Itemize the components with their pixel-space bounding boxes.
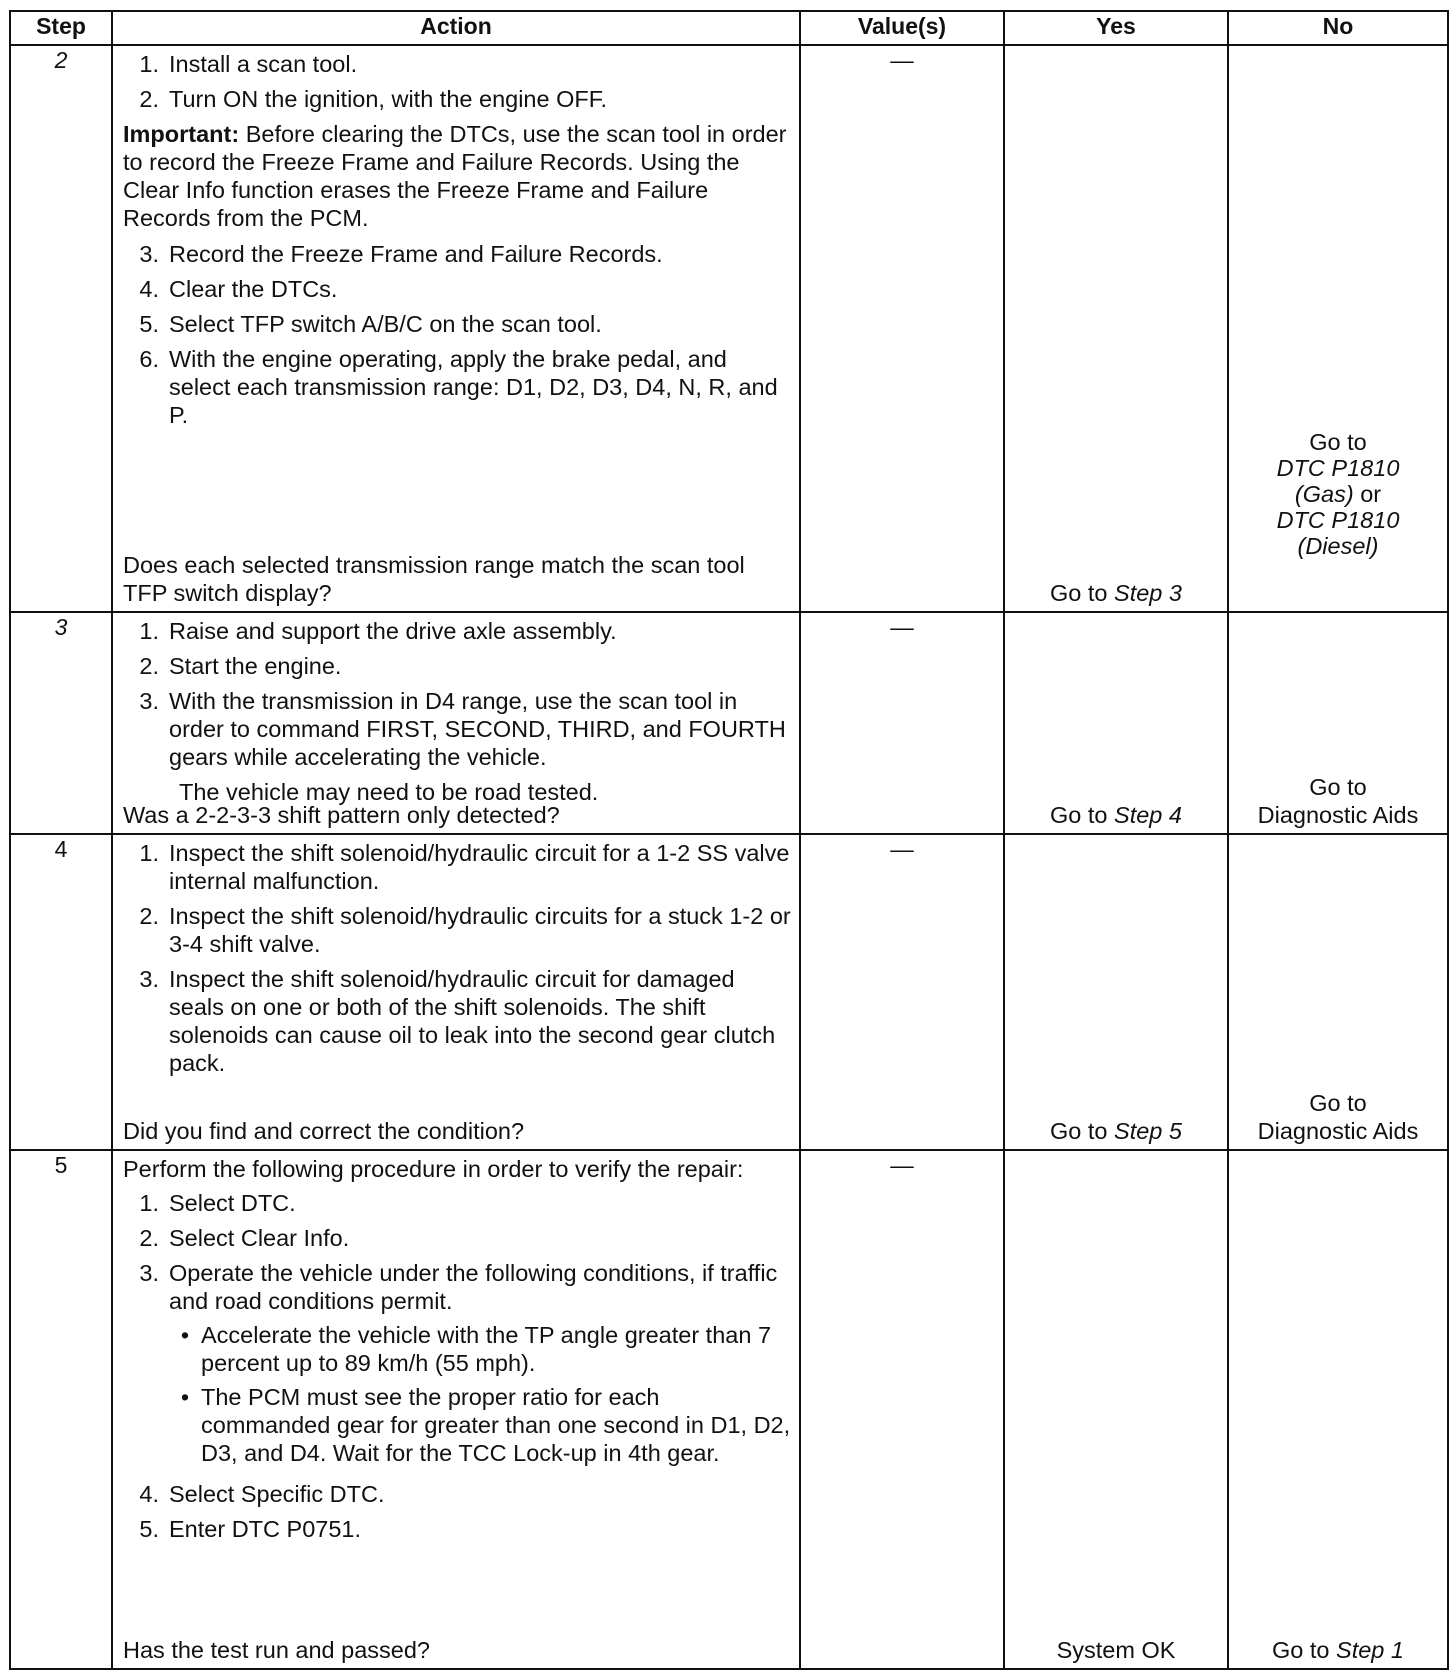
no-dtc-gas-link[interactable]: DTC P1810 (Gas) or [1276, 455, 1400, 507]
action-list [123, 240, 791, 429]
no-goto: Go to [1309, 774, 1367, 800]
action-cell [112, 45, 800, 612]
diagnostic-table [9, 10, 1449, 1670]
yes-system-ok: System OK [1056, 1637, 1176, 1663]
action-note: The vehicle may need to be road tested. [179, 779, 599, 805]
list-item: 1. Install a scan tool. [139, 51, 358, 77]
important-note [123, 120, 791, 232]
list-item: 1. Select DTC. [139, 1190, 296, 1216]
list-item: 3. With the transmission in D4 range, use the scan tool in order to command FIRST, SECOND, THIRD, and FOURTH gears while accelerating the vehicle. [139, 688, 786, 770]
condition-bullets [169, 1321, 791, 1467]
list-item: 4. Clear the DTCs. [139, 276, 338, 302]
yes-goto: Go to [1050, 802, 1108, 828]
important-text: Before clearing the DTCs, use the scan tool in order to record the Freeze Frame and Failure Records. Using the Clear Info function erases the Freeze Frame and Failure Records from the PCM. [123, 121, 787, 231]
yes-cell [1004, 45, 1228, 612]
header-yes: Yes [1004, 11, 1228, 45]
table-row-step-5 [10, 1150, 1448, 1669]
header-step: Step [10, 11, 112, 45]
action-cell [112, 612, 800, 834]
action-list [123, 617, 791, 771]
list-item: 2. Turn ON the ignition, with the engine OFF. [139, 86, 608, 112]
no-diagnostic-aids-link[interactable]: Diagnostic Aids [1257, 802, 1419, 828]
yes-cell [1004, 1150, 1228, 1669]
action-cell [112, 834, 800, 1150]
list-item: 1. Inspect the shift solenoid/hydraulic circuit for a 1-2 SS valve internal malfunction. [139, 840, 790, 894]
list-item: 5. Enter DTC P0751. [139, 1516, 362, 1542]
table-row-step-2 [10, 45, 1448, 612]
action-list [123, 50, 791, 113]
step-question: Did you find and correct the condition? [123, 1118, 525, 1144]
yes-cell [1004, 612, 1228, 834]
list-item: 3. Inspect the shift solenoid/hydraulic circuit for damaged seals on one or both of the shift solenoids. The shift solenoids can cause oil to leak into the second gear clutch pack. [139, 966, 776, 1076]
table-row-step-3 [10, 612, 1448, 834]
list-item: 6. With the engine operating, apply the brake pedal, and select each transmission range: D1, D2, D3, D4, N, R, and P. [139, 346, 778, 428]
table-row-step-4 [10, 834, 1448, 1150]
step-number: 2 [10, 45, 112, 612]
no-step-link[interactable]: Step 1 [1336, 1637, 1404, 1663]
yes-step-link[interactable]: Step 4 [1114, 802, 1182, 828]
yes-step-link[interactable]: Step 5 [1114, 1118, 1182, 1144]
action-list [123, 839, 791, 1077]
yes-goto: Go to [1050, 1118, 1108, 1144]
list-item: 4. Select Specific DTC. [139, 1481, 385, 1507]
list-item: 2. Start the engine. [139, 653, 342, 679]
yes-step-link[interactable]: Step 3 [1114, 580, 1182, 606]
value-cell: — [800, 834, 1004, 1150]
step-question: Has the test run and passed? [123, 1637, 431, 1663]
value-cell: — [800, 1150, 1004, 1669]
value-cell: — [800, 45, 1004, 612]
important-label: Important: [123, 121, 240, 147]
header-values: Value(s) [800, 11, 1004, 45]
bullet-item: • Accelerate the vehicle with the TP angle greater than 7 percent up to 89 km/h (55 mph). [180, 1322, 772, 1376]
action-cell [112, 1150, 800, 1669]
list-item: 2. Select Clear Info. [139, 1225, 350, 1251]
header-no: No [1228, 11, 1448, 45]
yes-cell [1004, 834, 1228, 1150]
no-goto: Go to [1272, 1637, 1330, 1663]
step-number: 5 [10, 1150, 112, 1669]
no-cell [1228, 45, 1448, 612]
list-item: 5. Select TFP switch A/B/C on the scan tool. [139, 311, 602, 337]
list-item: 1. Raise and support the drive axle assembly. [139, 618, 617, 644]
no-cell [1228, 1150, 1448, 1669]
header-action: Action [112, 11, 800, 45]
no-cell [1228, 834, 1448, 1150]
action-intro: Perform the following procedure in order to verify the repair: [123, 1156, 744, 1182]
bullet-item: • The PCM must see the proper ratio for each commanded gear for greater than one second in D1, D2, D3, and D4. Wait for the TCC Lock-up in 4th gear. [180, 1384, 791, 1466]
list-item: 3. Record the Freeze Frame and Failure Records. [139, 241, 663, 267]
list-item: 2. Inspect the shift solenoid/hydraulic circuits for a stuck 1-2 or 3-4 shift valve. [139, 903, 791, 957]
no-goto: Go to [1309, 429, 1367, 455]
no-diagnostic-aids-link[interactable]: Diagnostic Aids [1257, 1118, 1419, 1144]
no-cell [1228, 612, 1448, 834]
header-row [10, 11, 1448, 45]
value-cell: — [800, 612, 1004, 834]
step-question: Does each selected transmission range match the scan tool TFP switch display? [123, 552, 745, 606]
step-number: 3 [10, 612, 112, 834]
action-list [123, 1189, 791, 1543]
no-goto: Go to [1309, 1090, 1367, 1116]
step-number: 4 [10, 834, 112, 1150]
step-question: Was a 2-2-3-3 shift pattern only detected? [123, 802, 560, 828]
list-item: 3. Operate the vehicle under the following conditions, if traffic and road conditions permit. • Accelerate the vehicle with the TP angle greater than 7 percent up to 89 km/h (55 mph). • The PCM must see the proper ratio for each commanded gear for greater than one second in D1, D2, D3, and D4. Wait for the TCC Lock-up in 4th gear. [139, 1260, 791, 1466]
no-dtc-diesel-link[interactable]: DTC P1810 (Diesel) [1276, 507, 1400, 559]
yes-goto: Go to [1050, 580, 1108, 606]
